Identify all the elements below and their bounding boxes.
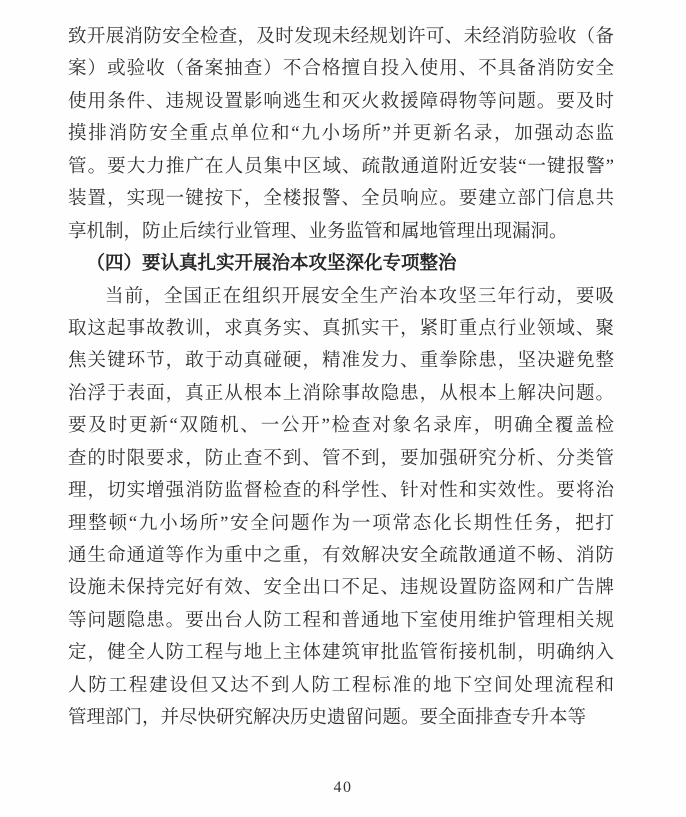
text-line: 理，切实增强消防监督检查的科学性、针对性和实效性。要将治 — [68, 481, 614, 502]
text-line: 取这起事故教训，求真务实、真抓实干，紧盯重点行业领域、聚 — [68, 318, 614, 339]
text-line: 人防工程建设但又达不到人防工程标准的地下空间处理流程和 — [68, 675, 614, 696]
text-line: 致开展消防安全检查，及时发现未经规划许可、未经消防验收（备 — [68, 27, 614, 47]
text-line: 使用条件、违规设置影响逃生和灭火救援障碍物等问题。要及时 — [68, 91, 614, 112]
text-line: 等问题隐患。要出台人防工程和普通地下室使用维护管理相关规 — [68, 610, 614, 631]
text-line: 设施未保持完好有效、安全出口不足、违规设置防盗网和广告牌 — [68, 578, 614, 599]
document-body — [68, 21, 614, 735]
text-line: 装置，实现一键按下，全楼报警、全员响应。要建立部门信息共 — [68, 189, 614, 210]
page-number: 40 — [333, 779, 353, 796]
text-line: 通生命通道等作为重中之重，有效解决安全疏散通道不畅、消防 — [68, 546, 614, 566]
text-line: 理整顿“九小场所”安全问题作为一项常态化长期性任务，把打 — [68, 513, 614, 534]
text-line: 享机制，防止后续行业管理、业务监管和属地管理出现漏洞。 — [68, 221, 568, 242]
text-line: 管。要大力推广在人员集中区域、疏散通道附近安装“一键报警” — [68, 156, 614, 177]
text-line: 案）或验收（备案抽查）不合格擅自投入使用、不具备消防安全 — [68, 59, 614, 80]
text-line: 要及时更新“双随机、一公开”检查对象名录库，明确全覆盖检 — [68, 416, 614, 437]
text-line: 治浮于表面，真正从根本上消除事故隐患，从根本上解决问题。 — [68, 383, 614, 404]
text-line: 查的时限要求，防止查不到、管不到，要加强研究分析、分类管 — [68, 448, 614, 469]
text-line: 定，健全人防工程与地上主体建筑审批监管衔接机制，明确纳入 — [68, 643, 614, 664]
text-line: 管理部门，并尽快研究解决历史遗留问题。要全面排查专升本等 — [68, 708, 587, 729]
text-line: 当前，全国正在组织开展安全生产治本攻坚三年行动，要吸 — [105, 286, 614, 307]
section-heading: （四）要认真扎实开展治本攻坚深化专项整治 — [86, 254, 457, 275]
text-line: 焦关键环节，敢于动真碰硬，精准发力、重拳除患，坚决避免整 — [68, 351, 614, 372]
text-line: 摸排消防安全重点单位和“九小场所”并更新名录，加强动态监 — [68, 124, 614, 145]
